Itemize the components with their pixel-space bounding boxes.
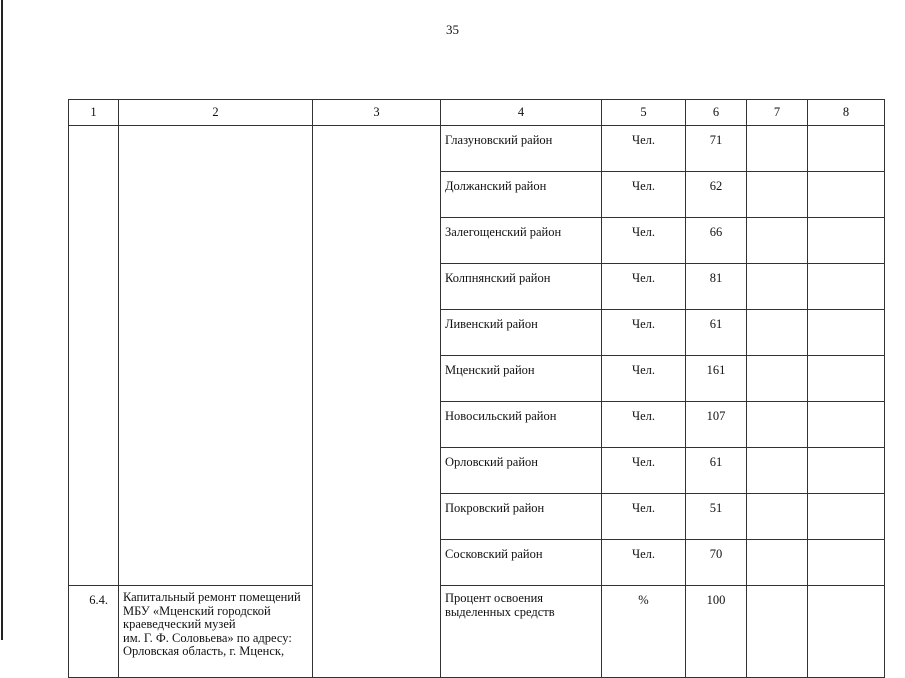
unit-cell: Чел. — [602, 494, 686, 540]
column-header-3: 3 — [313, 100, 441, 126]
value-cell: 107 — [686, 402, 747, 448]
indicator-line: выделенных средств — [445, 604, 555, 619]
description-line: Капитальный ремонт помещений — [123, 590, 301, 604]
item-description — [119, 586, 313, 678]
empty-cell — [747, 494, 808, 540]
empty-cell — [808, 264, 885, 310]
empty-cell — [747, 218, 808, 264]
left-margin-rule — [1, 0, 3, 640]
unit-cell: % — [602, 586, 686, 678]
header-row — [69, 100, 885, 126]
unit-cell: Чел. — [602, 172, 686, 218]
empty-cell — [747, 310, 808, 356]
value-cell: 161 — [686, 356, 747, 402]
description-line: им. Г. Ф. Соловьева» по адресу: — [123, 630, 292, 645]
value-cell: 100 — [686, 586, 747, 678]
empty-cell — [808, 402, 885, 448]
data-table — [68, 99, 885, 678]
empty-cell — [747, 126, 808, 172]
column-header-1: 1 — [69, 100, 119, 126]
column-header-5: 5 — [602, 100, 686, 126]
value-cell: 62 — [686, 172, 747, 218]
column-header-7: 7 — [747, 100, 808, 126]
empty-cell — [747, 264, 808, 310]
unit-cell: Чел. — [602, 310, 686, 356]
description-line: МБУ «Мценский городской — [123, 603, 271, 618]
empty-cell — [808, 356, 885, 402]
empty-cell — [747, 402, 808, 448]
merged-cell-col2 — [119, 126, 313, 586]
unit-cell: Чел. — [602, 402, 686, 448]
empty-cell — [747, 540, 808, 586]
value-cell: 61 — [686, 310, 747, 356]
value-cell: 70 — [686, 540, 747, 586]
unit-cell: Чел. — [602, 356, 686, 402]
empty-cell — [808, 218, 885, 264]
table-row — [69, 126, 885, 172]
column-header-6: 6 — [686, 100, 747, 126]
area-cell: Глазуновский район — [441, 126, 602, 172]
item-number: 6.4. — [69, 586, 119, 678]
value-cell: 71 — [686, 126, 747, 172]
value-cell: 61 — [686, 448, 747, 494]
area-cell: Новосильский район — [441, 402, 602, 448]
merged-cell-col1 — [69, 126, 119, 586]
column-header-4: 4 — [441, 100, 602, 126]
table-row-6-4 — [69, 586, 885, 678]
area-cell: Покровский район — [441, 494, 602, 540]
area-cell: Должанский район — [441, 172, 602, 218]
empty-cell — [808, 310, 885, 356]
indicator-line: Процент освоения — [445, 591, 544, 605]
unit-cell: Чел. — [602, 540, 686, 586]
empty-cell — [808, 586, 885, 678]
area-cell: Орловский район — [441, 448, 602, 494]
column-header-2: 2 — [119, 100, 313, 126]
empty-cell — [747, 172, 808, 218]
empty-cell — [747, 448, 808, 494]
area-cell: Залегощенский район — [441, 218, 602, 264]
unit-cell: Чел. — [602, 448, 686, 494]
empty-cell — [808, 540, 885, 586]
empty-cell — [808, 172, 885, 218]
empty-cell — [808, 448, 885, 494]
area-cell: Колпнянский район — [441, 264, 602, 310]
merged-cell-col3 — [313, 126, 441, 678]
value-cell: 66 — [686, 218, 747, 264]
description-line: Орловская область, г. Мценск, — [123, 644, 285, 658]
indicator-cell — [441, 586, 602, 678]
empty-cell — [808, 126, 885, 172]
area-cell: Мценский район — [441, 356, 602, 402]
page-number: 35 — [446, 22, 459, 37]
area-cell: Ливенский район — [441, 310, 602, 356]
unit-cell: Чел. — [602, 126, 686, 172]
value-cell: 81 — [686, 264, 747, 310]
description-line: краеведческий музей — [123, 617, 236, 631]
empty-cell — [808, 494, 885, 540]
empty-cell — [747, 356, 808, 402]
value-cell: 51 — [686, 494, 747, 540]
empty-cell — [747, 586, 808, 678]
column-header-8: 8 — [808, 100, 885, 126]
unit-cell: Чел. — [602, 264, 686, 310]
unit-cell: Чел. — [602, 218, 686, 264]
area-cell: Сосковский район — [441, 540, 602, 586]
